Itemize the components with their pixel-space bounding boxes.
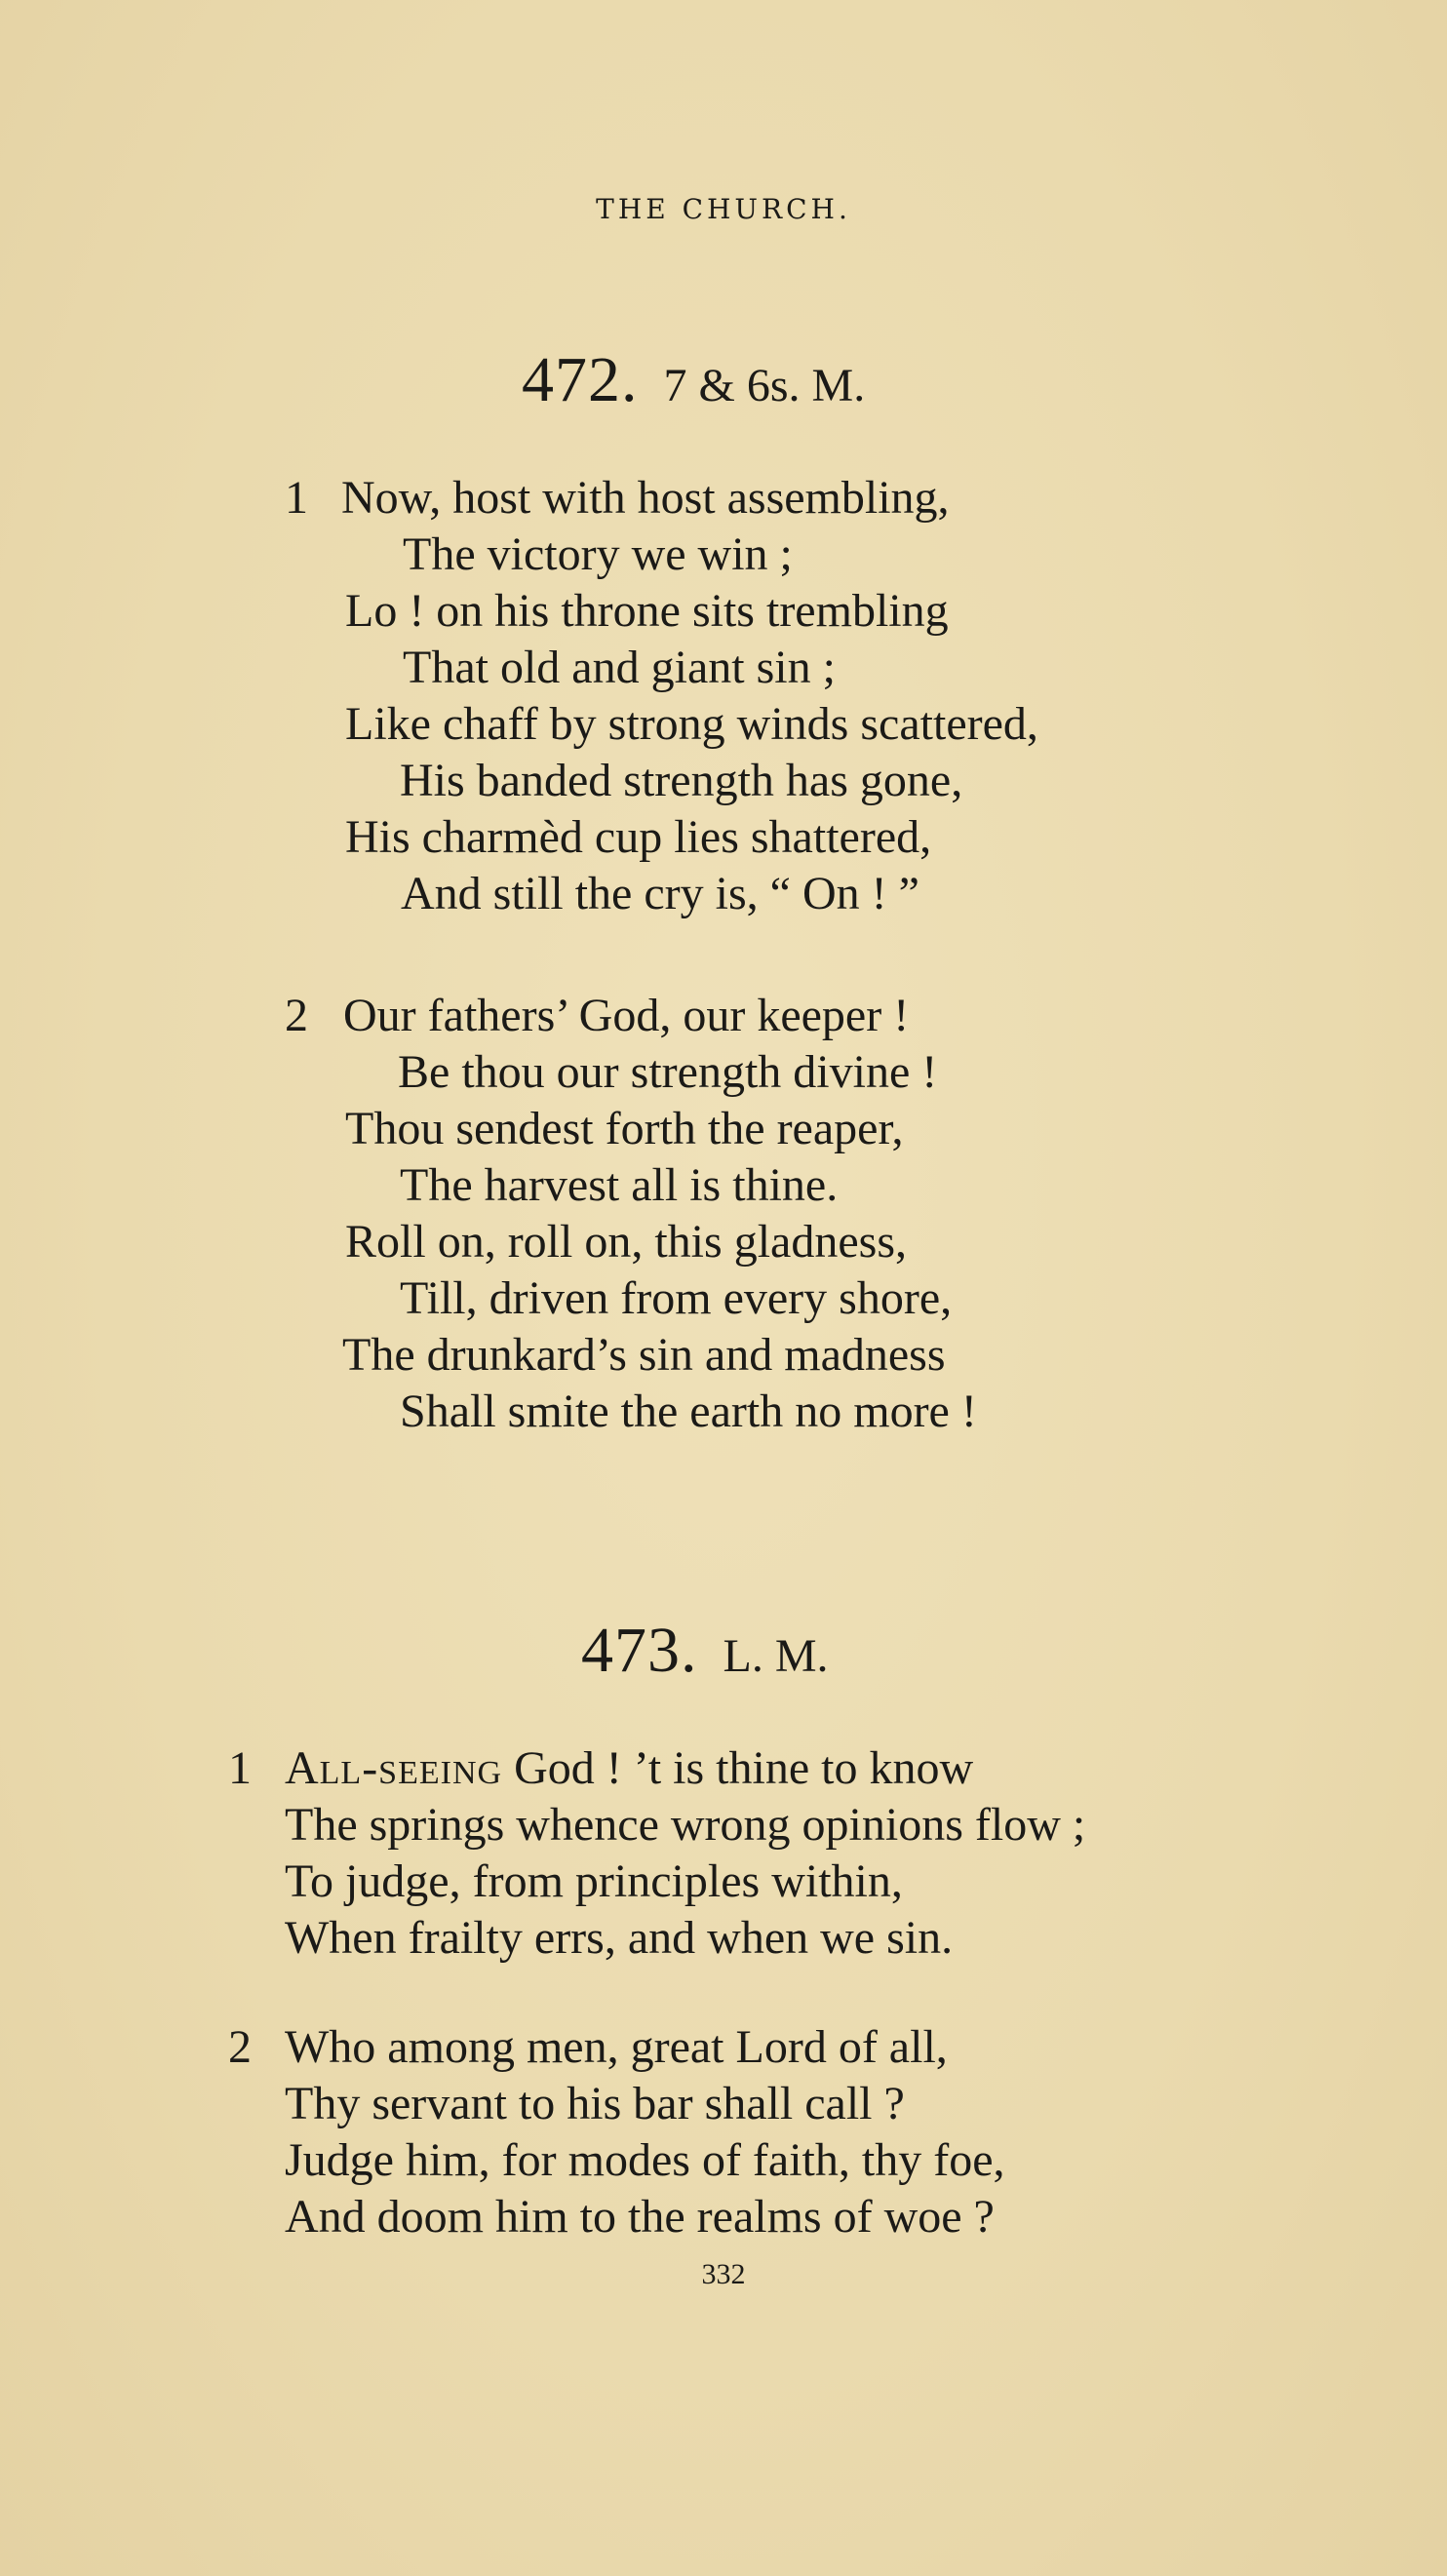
verse-line: Who among men, great Lord of all, (285, 2021, 948, 2073)
verse-line: The harvest all is thine. (400, 1159, 839, 1211)
verse-line (285, 1740, 973, 1797)
verse-line: The drunkard’s sin and madness (342, 1329, 946, 1381)
verse-number: 2 (228, 2021, 252, 2073)
verse-line: Lo ! on his throne sits trembling (345, 585, 949, 637)
verse-line: Be thou our strength divine ! (398, 1046, 938, 1098)
verse-line: Judge him, for modes of faith, thy foe, (285, 2134, 1005, 2186)
hymn-number: 472. (522, 344, 639, 415)
hymn-472-heading (522, 343, 865, 417)
verse-line: Like chaff by strong winds scattered, (345, 698, 1038, 750)
verse-line: Roll on, roll on, this gladness, (345, 1216, 907, 1268)
verse-line: Our fathers’ God, our keeper ! (343, 990, 910, 1041)
first-line-rest: God ! ’t is thine to know (502, 1742, 974, 1794)
opening-words: All-seeing (285, 1742, 503, 1794)
verse-line: And still the cry is, “ On ! ” (401, 868, 919, 919)
verse-line: And doom him to the realms of woe ? (285, 2191, 995, 2243)
verse-number: 1 (228, 1742, 252, 1794)
verse-line: His charmèd cup lies shattered, (345, 811, 932, 863)
verse-line: The victory we win ; (403, 528, 793, 580)
verse-line: His banded strength has gone, (400, 755, 963, 806)
verse-line: To judge, from principles within, (285, 1855, 903, 1907)
verse-number: 2 (285, 990, 308, 1041)
hymn-473-heading (581, 1614, 829, 1688)
verse-line: Thy servant to his bar shall call ? (285, 2078, 905, 2129)
verse-number: 1 (285, 472, 308, 524)
running-head: THE CHURCH. (596, 193, 851, 225)
verse-line: When frailty errs, and when we sin. (285, 1912, 954, 1964)
page-number: 332 (701, 2258, 746, 2290)
verse-line: Thou sendest forth the reaper, (345, 1103, 904, 1154)
verse-line: That old and giant sin ; (403, 642, 836, 693)
hymn-meter: L. M. (723, 1630, 829, 1682)
hymn-number: 473. (581, 1615, 698, 1686)
hymn-meter: 7 & 6s. M. (663, 360, 866, 411)
verse-line: Till, driven from every shore, (400, 1272, 953, 1324)
verse-line: Now, host with host assembling, (341, 472, 950, 524)
verse-line: Shall smite the earth no more ! (400, 1386, 977, 1437)
verse-line: The springs whence wrong opinions flow ; (285, 1799, 1086, 1851)
